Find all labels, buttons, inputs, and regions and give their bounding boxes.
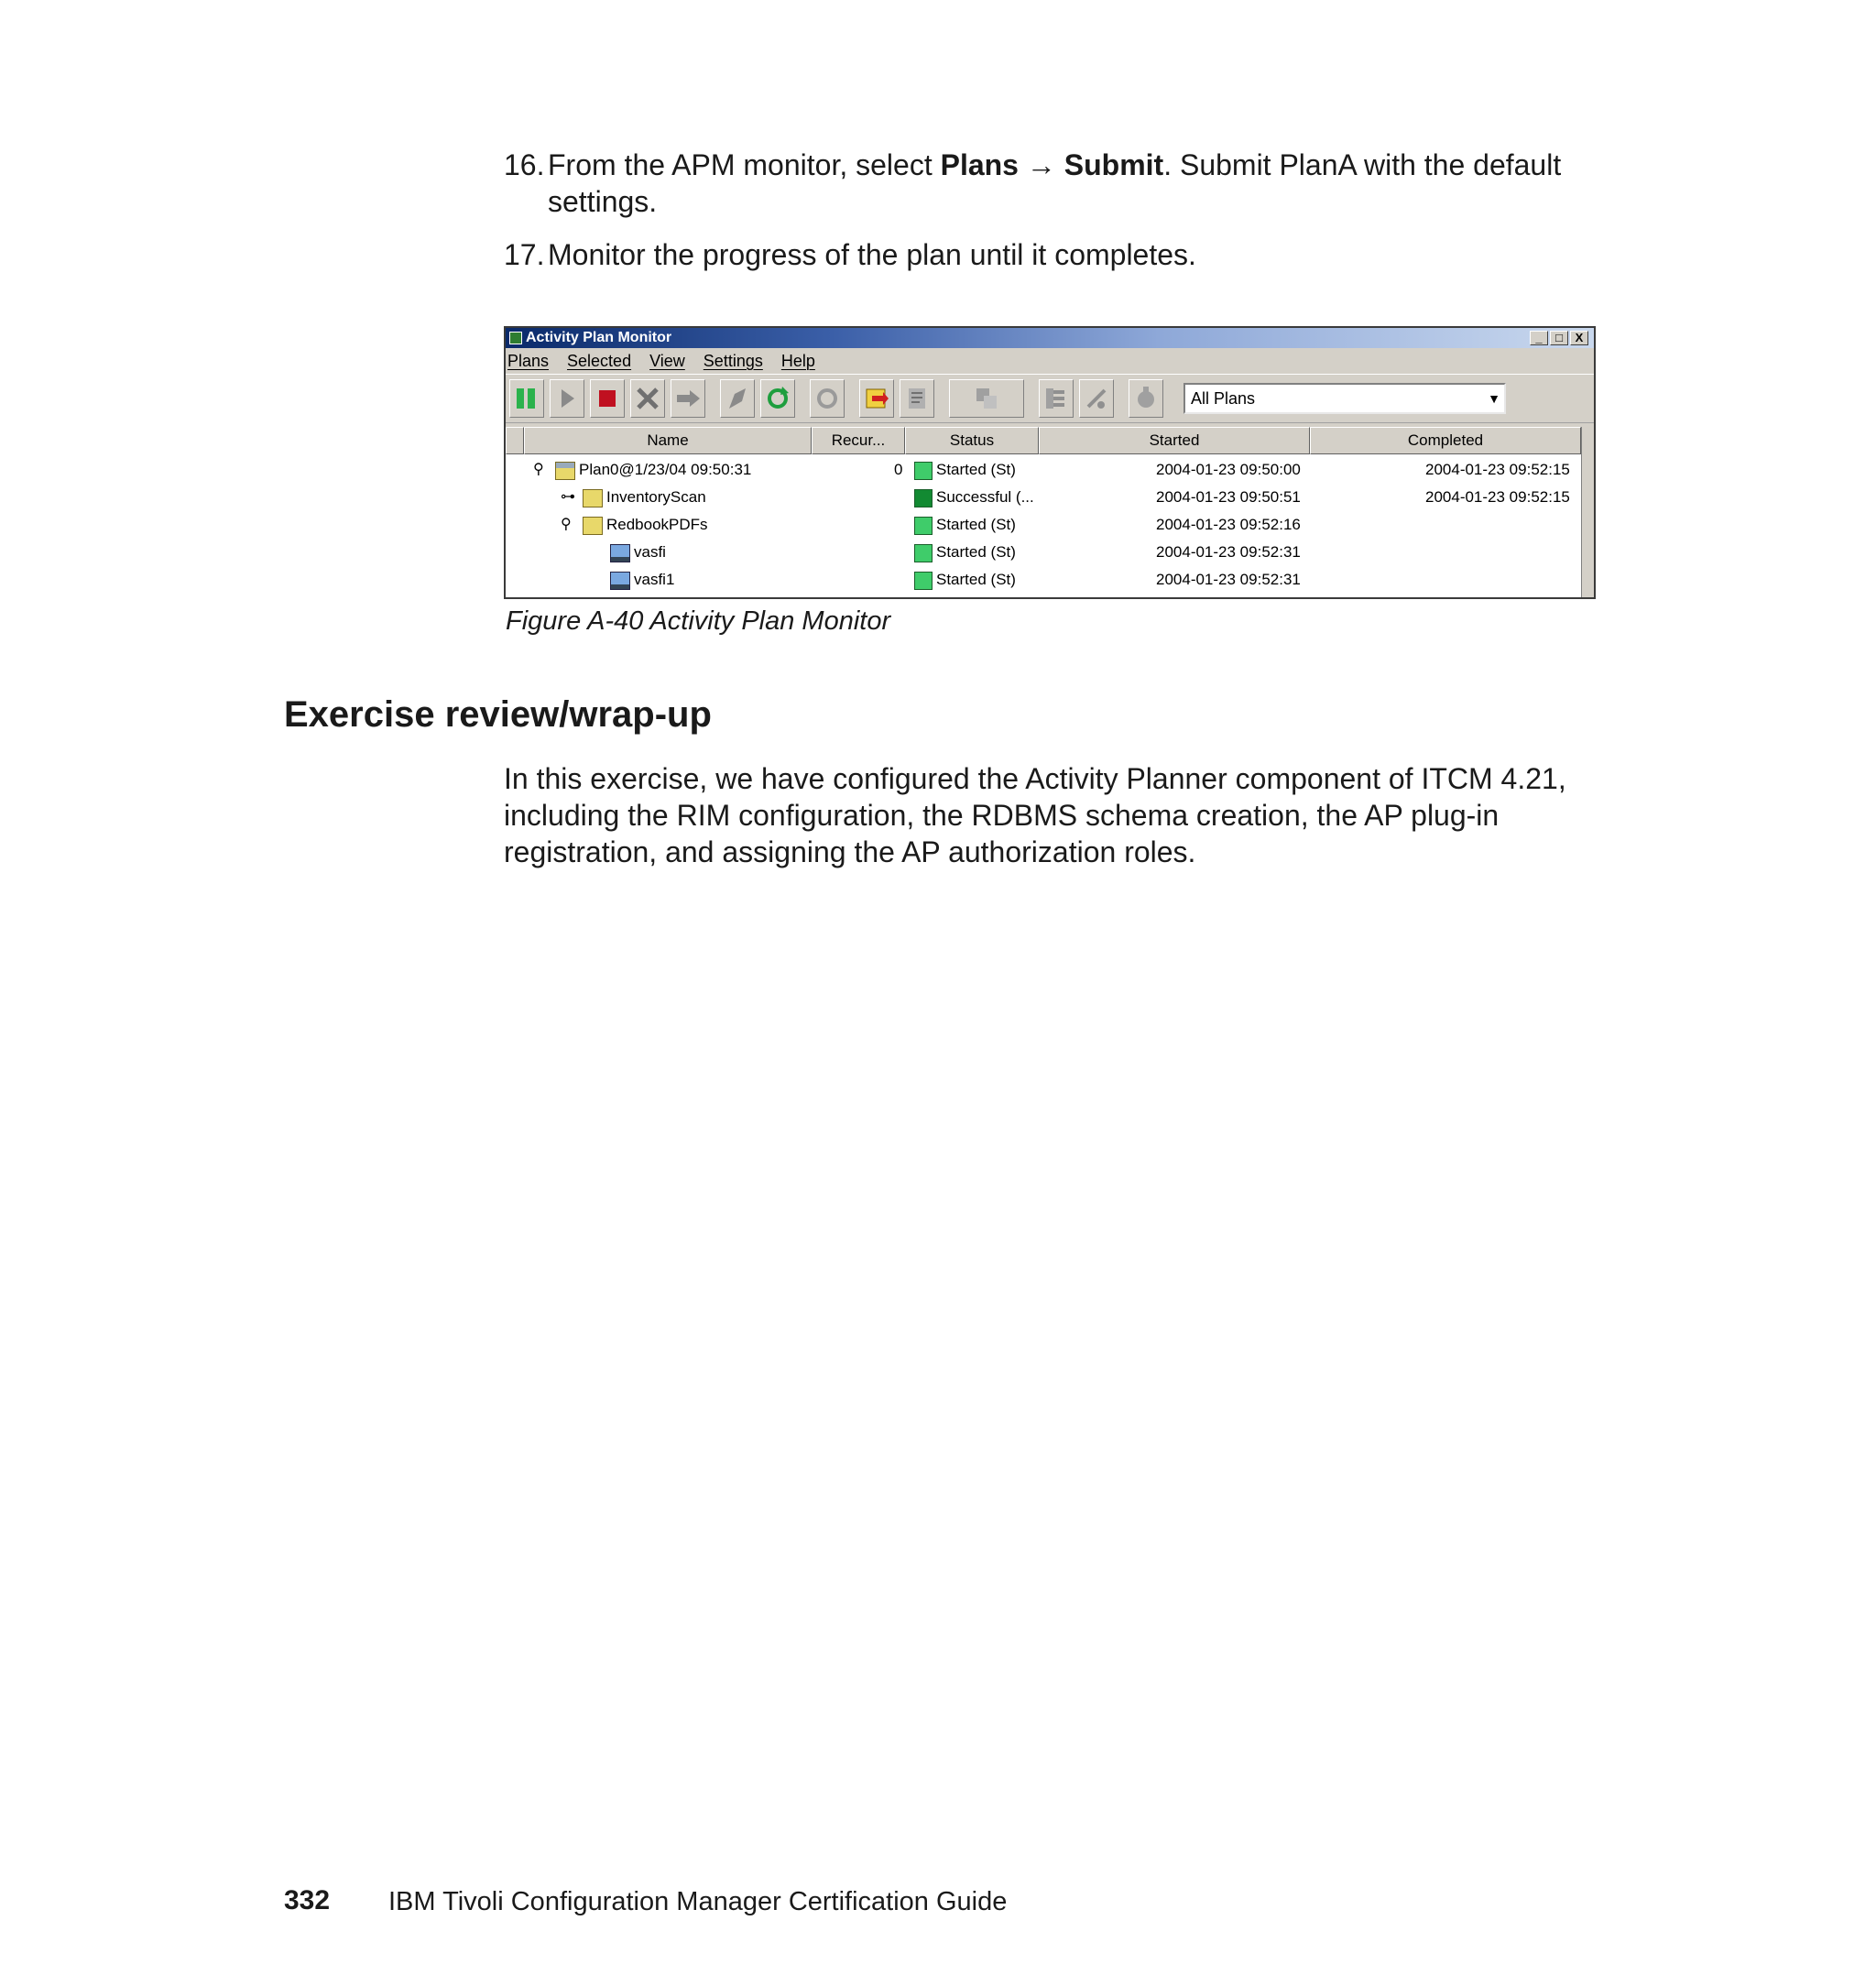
maximize-button[interactable]: □ [1550, 331, 1568, 345]
submit-icon[interactable] [859, 379, 894, 418]
computer-icon [610, 572, 630, 590]
refresh-icon[interactable] [760, 379, 795, 418]
section-heading: Exercise review/wrap-up [284, 694, 712, 735]
filter-icon[interactable] [1079, 379, 1114, 418]
row-status: Started (St) [936, 461, 1016, 478]
review-paragraph: In this exercise, we have configured the Activity Planner component of ITCM 4.21, including the RIM configuration, the RDBMS schema creation, the AP plug-in registration, and assigning the AP authorization roles. [504, 762, 1566, 868]
row-completed: 2004-01-23 09:52:15 [1425, 461, 1570, 478]
row-status: Started (St) [936, 543, 1016, 561]
table-row[interactable] [506, 566, 1583, 594]
status-success-icon [914, 489, 933, 507]
row-started: 2004-01-23 09:52:31 [1156, 571, 1301, 588]
collapse-handle-icon[interactable]: ⊶ [561, 489, 575, 505]
menu-bar [506, 348, 1594, 374]
menu-selected[interactable]: Selected [567, 351, 632, 370]
close-button[interactable]: X [1570, 331, 1588, 345]
next-icon[interactable] [671, 379, 705, 418]
column-status[interactable]: Status [905, 427, 1039, 454]
menu-settings[interactable]: Settings [703, 351, 763, 370]
step-17 [504, 236, 1566, 273]
table-row[interactable] [506, 539, 1583, 566]
row-recur: 0 [894, 461, 903, 478]
status-started-icon [914, 572, 933, 590]
log-icon[interactable] [949, 379, 1024, 418]
reload-icon[interactable] [810, 379, 845, 418]
row-status: Successful (... [936, 488, 1034, 506]
expand-handle-icon[interactable]: ⚲ [561, 517, 572, 532]
settings-icon[interactable] [1129, 379, 1163, 418]
row-started: 2004-01-23 09:52:16 [1156, 516, 1301, 533]
status-started-icon [914, 462, 933, 480]
activity-plan-monitor-window [504, 326, 1596, 599]
toolbar [506, 374, 1594, 423]
window-title: Activity Plan Monitor [526, 330, 672, 345]
plan-table [506, 427, 1583, 599]
expand-handle-icon[interactable]: ⚲ [533, 462, 544, 477]
plans-filter-dropdown[interactable] [1183, 383, 1506, 414]
figure-caption: Figure A-40 Activity Plan Monitor [506, 606, 891, 636]
step-number: 16. [504, 148, 545, 181]
edit-icon[interactable] [720, 379, 755, 418]
table-row[interactable] [506, 484, 1583, 511]
chevron-down-icon: ▼ [1488, 391, 1500, 406]
play-icon[interactable] [550, 379, 584, 418]
status-started-icon [914, 544, 933, 562]
submit-menu-ref: Submit [1063, 148, 1164, 181]
row-started: 2004-01-23 09:52:31 [1156, 543, 1301, 561]
step-number: 17. [504, 238, 545, 271]
plans-menu-ref: Plans [940, 148, 1019, 181]
row-status: Started (St) [936, 516, 1016, 533]
app-icon [509, 332, 522, 344]
computer-icon [610, 544, 630, 562]
tree-icon[interactable] [1039, 379, 1074, 418]
column-recur[interactable]: Recur... [812, 427, 905, 454]
table-row[interactable] [506, 511, 1583, 539]
row-name: vasfi [634, 543, 666, 561]
book-title: IBM Tivoli Configuration Manager Certification Guide [388, 1887, 1008, 1916]
menu-plans[interactable]: Plans [507, 351, 550, 370]
table-row[interactable] [506, 456, 1583, 484]
pause-icon[interactable] [509, 379, 544, 418]
row-name: vasfi1 [634, 571, 675, 588]
activity-icon [583, 489, 603, 507]
status-started-icon [914, 517, 933, 535]
page-number: 332 [284, 1885, 331, 1915]
row-name: RedbookPDFs [606, 516, 708, 533]
row-status: Started (St) [936, 571, 1016, 588]
column-name[interactable]: Name [524, 427, 812, 454]
minimize-button[interactable]: _ [1530, 331, 1548, 345]
vertical-scrollbar[interactable] [1581, 427, 1594, 599]
row-started: 2004-01-23 09:50:00 [1156, 461, 1301, 478]
row-name: Plan0@1/23/04 09:50:31 [579, 461, 752, 478]
row-started: 2004-01-23 09:50:51 [1156, 488, 1301, 506]
column-started[interactable]: Started [1039, 427, 1310, 454]
row-name: InventoryScan [606, 488, 706, 506]
plans-filter-value: All Plans [1191, 388, 1256, 408]
row-completed: 2004-01-23 09:52:15 [1425, 488, 1570, 506]
properties-icon[interactable] [900, 379, 934, 418]
step-text: Monitor the progress of the plan until it completes. [548, 238, 1196, 271]
column-completed[interactable]: Completed [1310, 427, 1581, 454]
step-text: From the APM monitor, select Plans → Submit. Submit PlanA with the default settings. [548, 148, 1562, 218]
header-spacer [506, 427, 524, 454]
activity-icon [583, 517, 603, 535]
menu-view[interactable]: View [649, 351, 685, 370]
step-16 [504, 147, 1566, 220]
plan-icon [555, 462, 575, 480]
cancel-icon[interactable] [630, 379, 665, 418]
title-bar[interactable] [506, 328, 1594, 348]
stop-icon[interactable] [590, 379, 625, 418]
menu-help[interactable]: Help [780, 351, 815, 370]
